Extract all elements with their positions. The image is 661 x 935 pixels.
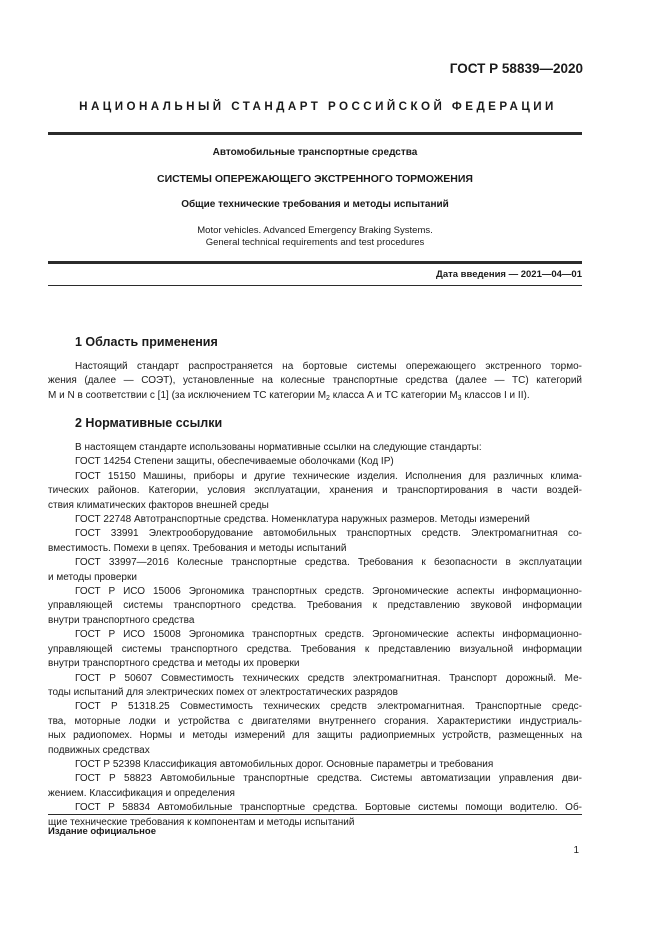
reference-line: щие технические требования к компонентам и методы испытаний bbox=[48, 816, 355, 828]
reference-line: жением. Классификация и определения bbox=[48, 787, 235, 799]
title-divider bbox=[48, 261, 582, 264]
reference-line: подвижных средствах bbox=[48, 744, 150, 756]
section-1-body bbox=[48, 360, 582, 403]
reference-line: тва, моторные лодки и устройства с двигателями внутреннего сгорания. Характеристики индустриаль- bbox=[48, 715, 582, 727]
reference-line: ных радиопомех. Нормы и методы измерений для защиты радиоприемных устройств, размещенных на bbox=[48, 730, 582, 742]
title-subject: Автомобильные транспортные средства bbox=[212, 147, 418, 158]
section-1-heading: 1 Область применения bbox=[75, 335, 218, 349]
reference-line: ГОСТ 22748 Автотранспортные средства. Номенклатура наружных размеров. Методы измерений bbox=[75, 514, 530, 526]
reference-line: ГОСТ Р 52398 Классификация автомобильных дорог. Основные параметры и требования bbox=[75, 758, 494, 770]
reference-line: тических районов. Категории, условия эксплуатации, хранения и транспортирования в части воздей- bbox=[48, 485, 582, 497]
reference-line: ГОСТ Р 58823 Автомобильные транспортные средства. Системы автоматизации управления дви- bbox=[75, 773, 582, 785]
reference-line: внутри транспортного средства и методы их проверки bbox=[48, 658, 300, 670]
page-number: 1 bbox=[573, 845, 579, 856]
normative-references-list bbox=[48, 441, 582, 830]
section-1-line: Настоящий стандарт распространяется на бортовые системы опережающего экстренного тормо- bbox=[75, 361, 582, 372]
introduction-date: Дата введения — 2021—04—01 bbox=[436, 269, 582, 280]
reference-line: управляющей системы транспортного средства. Требования к представлению звуковой информации bbox=[48, 600, 582, 612]
title-english-line-2: General technical requirements and test procedures bbox=[205, 237, 425, 248]
reference-line: ГОСТ 14254 Степени защиты, обеспечиваемые оболочками (Код IP) bbox=[75, 456, 394, 468]
official-edition-label: Издание официальное bbox=[48, 826, 156, 837]
reference-line: В настоящем стандарте использованы нормативные ссылки на следующие стандарты: bbox=[75, 442, 482, 453]
reference-line: вместимость. Помехи в цепях. Требования и методы испытаний bbox=[48, 542, 347, 554]
title-english-line-1: Motor vehicles. Advanced Emergency Braking Systems. bbox=[197, 225, 433, 236]
title-requirements: Общие технические требования и методы испытаний bbox=[181, 199, 449, 210]
reference-line: и методы проверки bbox=[48, 571, 137, 583]
reference-line: ГОСТ Р 50607 Совместимость технических средств электромагнитная. Транспорт дорожный. Ме- bbox=[75, 672, 582, 684]
reference-line: управляющей системы транспортного средства. Требования к представлению визуальной информации bbox=[48, 643, 582, 655]
date-divider bbox=[48, 285, 582, 286]
document-number: ГОСТ Р 58839—2020 bbox=[449, 61, 583, 76]
reference-line: ГОСТ Р 58834 Автомобильные транспортные средства. Бортовые системы помощи водителю. Об- bbox=[75, 802, 582, 814]
reference-line: ствия климатических факторов внешней среды bbox=[48, 499, 269, 511]
section-1-line: M и N в соответствии с [1] (за исключением ТС категории $M_2$ класса А и ТС категории $M_3$ классов I и II). bbox=[48, 389, 530, 402]
reference-line: внутри транспортного средства bbox=[48, 614, 195, 626]
header-divider bbox=[48, 132, 582, 135]
reference-line: ГОСТ 15150 Машины, приборы и другие технические изделия. Исполнения для различных клима- bbox=[75, 470, 582, 482]
reference-line: ГОСТ Р 51318.25 Совместимость технических средств электромагнитная. Транспортные средс- bbox=[75, 701, 582, 713]
section-2-heading: 2 Нормативные ссылки bbox=[75, 416, 223, 430]
reference-line: ГОСТ Р ИСО 15008 Эргономика транспортных средств. Эргономические аспекты информационно- bbox=[75, 629, 582, 641]
reference-line: ГОСТ 33997—2016 Колесные транспортные средства. Требования к безопасности в эксплуатации bbox=[75, 557, 582, 569]
reference-line: ГОСТ Р ИСО 15006 Эргономика транспортных средств. Эргономические аспекты информационно- bbox=[75, 586, 582, 598]
footer-divider bbox=[48, 814, 582, 815]
reference-line: ГОСТ 33991 Электрооборудование автомобильных транспортных средств. Электромагнитная со- bbox=[75, 528, 582, 540]
section-1-line: жения (далее — СОЭТ), установленные на колесные транспортные средства (далее — ТС) категорий bbox=[48, 375, 582, 387]
national-standard-heading: НАЦИОНАЛЬНЫЙ СТАНДАРТ РОССИЙСКОЙ ФЕДЕРАЦИИ bbox=[79, 100, 557, 113]
reference-line: тоды испытаний для электрических помех от электростатических разрядов bbox=[48, 686, 398, 698]
title-main: СИСТЕМЫ ОПЕРЕЖАЮЩЕГО ЭКСТРЕННОГО ТОРМОЖЕНИЯ bbox=[157, 173, 473, 185]
